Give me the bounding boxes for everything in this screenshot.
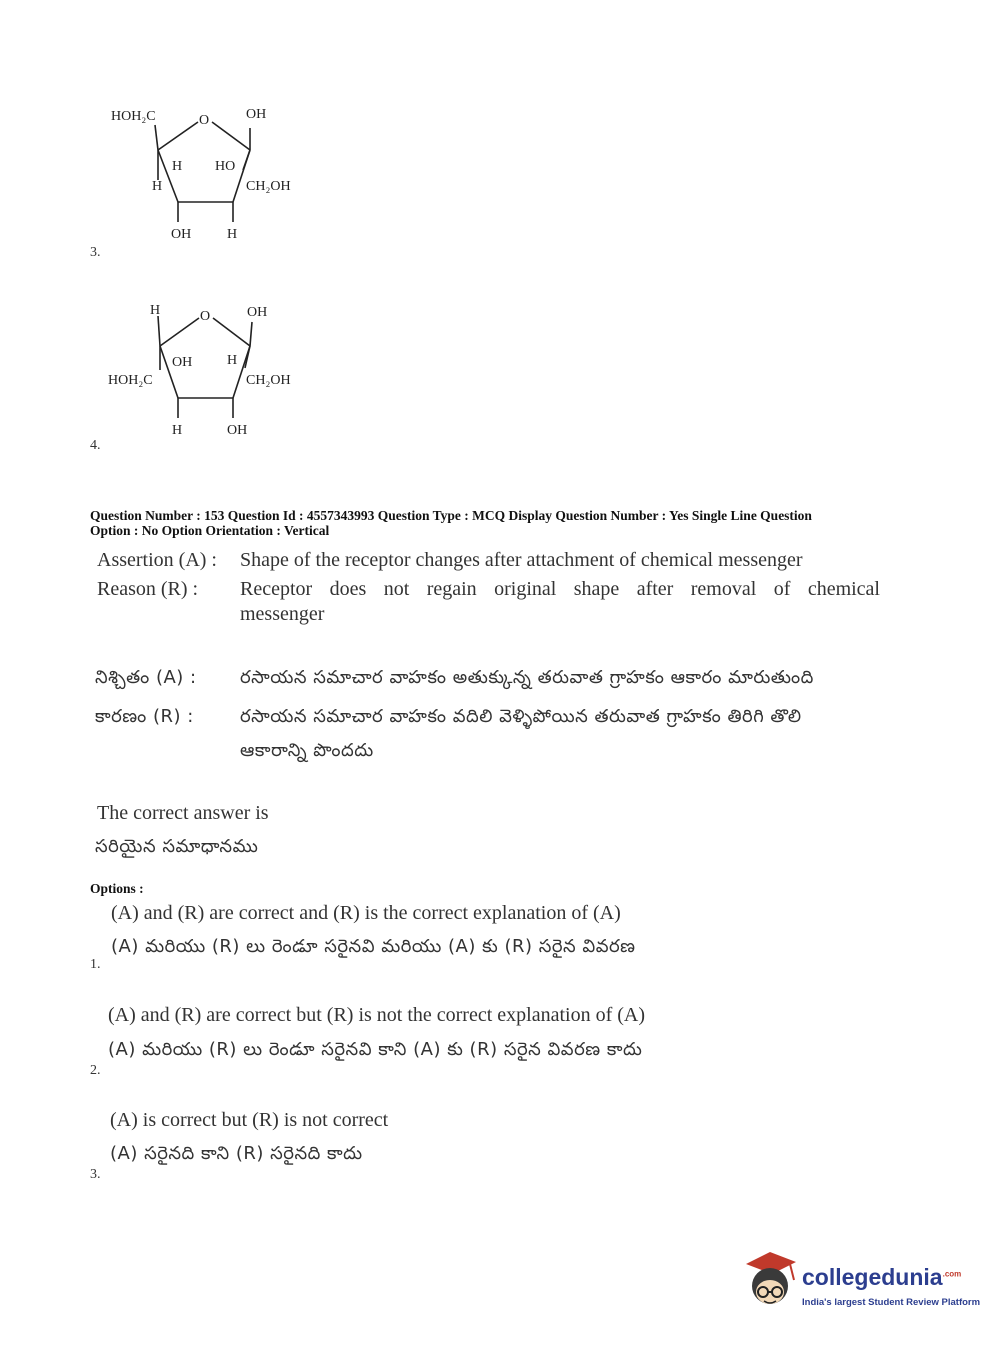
telugu-reason-label: కారణం (R) : [95,706,194,727]
ring-bond [160,318,199,346]
label-top-left: H [150,303,161,318]
label-inner-left: OH [172,355,193,370]
label-ring-oxygen: O [199,113,210,128]
option-3-telugu[interactable]: (A) సరైనది కాని (R) సరైనది కాదు [110,1143,363,1164]
ring-bond [213,318,250,346]
label-outer-left: HOH₂C [108,373,153,388]
label-bottom-right: H [227,227,238,242]
ring-bond [212,122,250,150]
assertion-text: Shape of the receptor changes after attachment of chemical messenger [240,549,803,571]
label-ring-oxygen: O [200,309,211,324]
substituent-bond [243,150,250,170]
question-meta [90,508,970,538]
option-1-english[interactable]: (A) and (R) are correct and (R) is the correct explanation of (A) [111,902,621,924]
telugu-assertion-text: రసాయన సమాచార వాహకం అతుక్కున్న తరువాత గ్రాహకం ఆకారం మారుతుంది [240,667,814,688]
reason-text-line2: messenger [240,603,325,625]
label-outer-left: H [152,179,163,194]
telugu-answer-prompt: సరియైన సమాధానము [95,836,259,857]
telugu-reason-text-line2: ఆకారాన్ని పొందదు [240,740,374,761]
label-outer-right: CH₂OH [246,373,291,388]
label-top-right: OH [246,107,267,122]
label-inner-right: H [227,353,238,368]
label-bottom-right: OH [227,423,248,438]
collegedunia-logo[interactable] [740,1250,980,1320]
reason-text-line1: Receptor does not regain original shape after removal of chemical [240,578,880,600]
option-1-number: 1. [90,957,101,972]
question-meta-line2: Option : No Option Orientation : Vertical [90,523,330,538]
option-3-english[interactable]: (A) is correct but (R) is not correct [110,1109,389,1131]
answer-prompt: The correct answer is [97,802,269,824]
ring-bond [158,122,198,150]
label-top-left: HOH₂C [111,109,156,124]
label-outer-right: CH₂OH [246,179,291,194]
brand-suffix: .com [942,1269,962,1279]
options-heading: Options : [90,881,144,896]
assertion-label: Assertion (A) : [97,549,217,571]
ring-bond [158,150,178,202]
option-2-english[interactable]: (A) and (R) are correct but (R) is not the correct explanation of (A) [108,1004,646,1026]
telugu-assertion-label: నిశ్చితం (A) : [95,667,197,688]
ring-bond [160,346,178,398]
substituent-bond [158,316,160,346]
furanose-structure-3 [100,100,360,250]
question-meta-line1: Question Number : 153 Question Id : 4557343993 Question Type : MCQ Display Question Number : Yes Single Line Question [90,508,812,523]
label-bottom-left: H [172,423,183,438]
label-inner-right: HO [215,159,236,174]
option-2-telugu[interactable]: (A) మరియు (R) లు రెండూ సరైనవి కాని (A) కు (R) సరైన వివరణ కాదు [108,1039,643,1060]
structure-number: 4. [90,438,101,453]
label-bottom-left: OH [171,227,192,242]
mascot-icon [740,1250,798,1310]
telugu-reason-text-line1: రసాయన సమాచార వాహకం వదిలి వెళ్ళిపోయిన తరువాత గ్రాహకం తిరిగి తొలి [240,706,802,727]
brand-tagline: India's largest Student Review Platform [802,1297,981,1308]
option-1-telugu[interactable]: (A) మరియు (R) లు రెండూ సరైనవి మరియు (A) కు (R) సరైన వివరణ [111,936,636,957]
structure-number: 3. [90,245,101,260]
label-top-right: OH [247,305,268,320]
reason-label: Reason (R) : [97,578,199,600]
label-inner-left: H [172,159,183,174]
option-2-number: 2. [90,1063,101,1078]
substituent-bond [155,125,158,150]
brand-name: collegedunia [802,1264,943,1290]
substituent-bond [250,322,252,346]
option-3-number: 3. [90,1167,101,1182]
furanose-structure-4 [100,298,360,448]
